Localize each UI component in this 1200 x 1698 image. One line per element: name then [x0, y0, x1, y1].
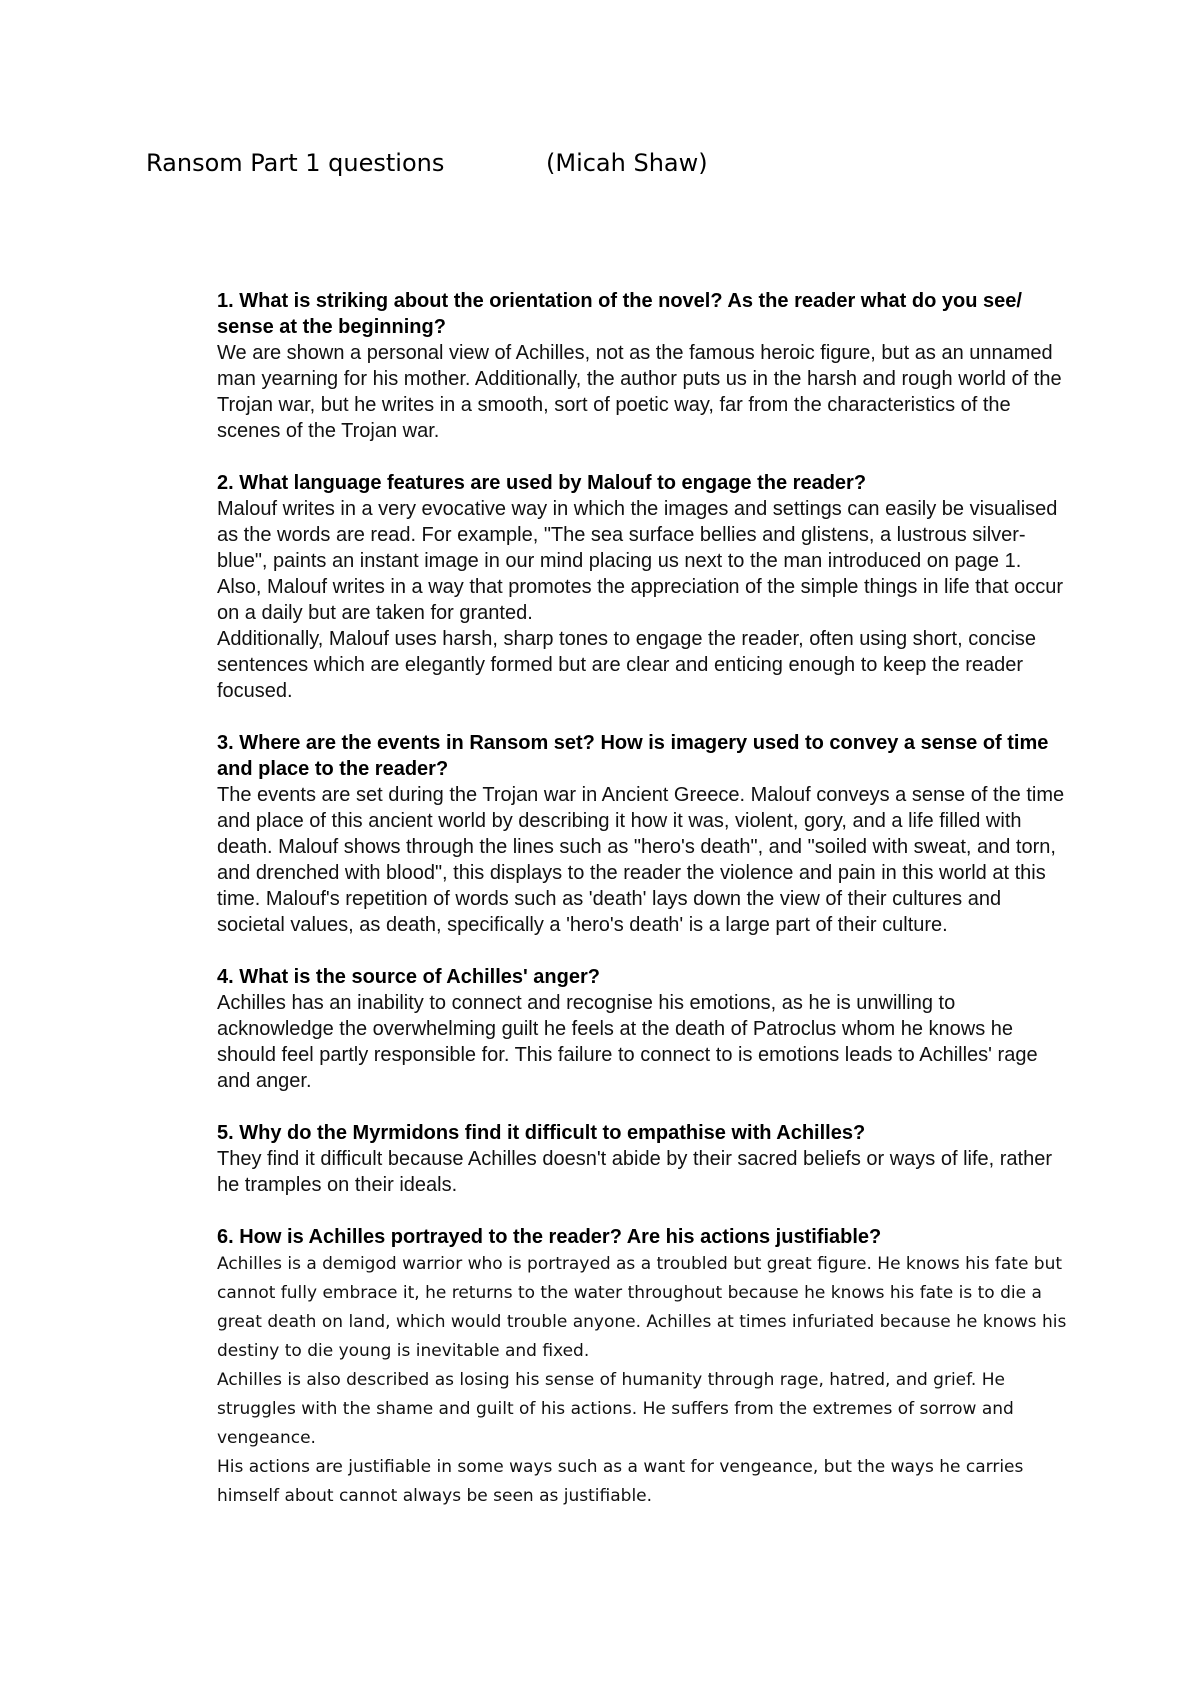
- question-heading: 4. What is the source of Achilles' anger?: [217, 966, 600, 988]
- question-block-6: [217, 1224, 1067, 1511]
- question-heading: 1. What is striking about the orientation of the novel? As the reader what do you see/ sense at the beginning?: [217, 290, 1022, 338]
- question-block-4: [217, 964, 1067, 1094]
- answer-paragraph: Achilles is a demigod warrior who is portrayed as a troubled but great figure. He knows his fate but cannot fully embrace it, he returns to the water throughout because he knows his fate is to die a great death on land, which would trouble anyone. Achilles at times infuriated because he knows his destiny to die young is inevitable and fixed.: [217, 1254, 1067, 1361]
- answer-paragraph: Achilles is also described as losing his sense of humanity through rage, hatred, and grief. He struggles with the shame and guilt of his actions. He suffers from the extremes of sorrow and vengeance.: [217, 1370, 1014, 1448]
- question-heading: 5. Why do the Myrmidons find it difficult to empathise with Achilles?: [217, 1122, 866, 1144]
- document-body: [217, 288, 1067, 1537]
- answer-paragraph: We are shown a personal view of Achilles, not as the famous heroic figure, but as an unnamed man yearning for his mother. Additionally, the author puts us in the harsh and rough world of the Trojan war, but he writes in a smooth, sort of poetic way, far from the characteristics of the scenes of the Trojan war.: [217, 342, 1062, 442]
- answer-paragraph: His actions are justifiable in some ways such as a want for vengeance, but the ways he carries himself about cannot always be seen as justifiable.: [217, 1457, 1024, 1506]
- question-block-5: [217, 1120, 1067, 1198]
- author-name: (Micah Shaw): [546, 149, 708, 177]
- question-block-3: [217, 730, 1067, 938]
- answer-paragraph: The events are set during the Trojan war in Ancient Greece. Malouf conveys a sense of the time and place of this ancient world by describing it how it was, violent, gory, and a life filled with death. Malouf shows through the lines such as "hero's death", and "soiled with sweat, and torn, and drenched with blood", this displays to the reader the violence and pain in this world at this time. Malouf's repetition of words such as 'death' lays down the view of their cultures and societal values, as death, specifically a 'hero's death' is a large part of their culture.: [217, 784, 1065, 936]
- document-title: [146, 146, 766, 180]
- answer-paragraph: Malouf writes in a very evocative way in which the images and settings can easily be visualised as the words are read. For example, "The sea surface bellies and glistens, a lustrous silver-blue", paints an instant image in our mind placing us next to the man introduced on page 1. Also, Malouf writes in a way that promotes the appreciation of the simple things in life that occur on a daily but are taken for granted.: [217, 498, 1063, 624]
- question-heading: 6. How is Achilles portrayed to the reader? Are his actions justifiable?: [217, 1226, 882, 1248]
- question-heading: 3. Where are the events in Ransom set? How is imagery used to convey a sense of time and place to the reader?: [217, 732, 1049, 780]
- question-block-1: [217, 288, 1067, 444]
- answer-paragraph: Achilles has an inability to connect and recognise his emotions, as he is unwilling to acknowledge the overwhelming guilt he feels at the death of Patroclus whom he knows he should feel partly responsible for. This failure to connect to is emotions leads to Achilles' rage and anger.: [217, 992, 1038, 1092]
- question-heading: 2. What language features are used by Malouf to engage the reader?: [217, 472, 867, 494]
- answer-paragraph: They find it difficult because Achilles doesn't abide by their sacred beliefs or ways of life, rather he tramples on their ideals.: [217, 1148, 1052, 1196]
- title-text: Ransom Part 1 questions: [146, 149, 445, 177]
- answer-paragraph: Additionally, Malouf uses harsh, sharp tones to engage the reader, often using short, concise sentences which are elegantly formed but are clear and enticing enough to keep the reader focused.: [217, 628, 1037, 702]
- question-block-2: [217, 470, 1067, 704]
